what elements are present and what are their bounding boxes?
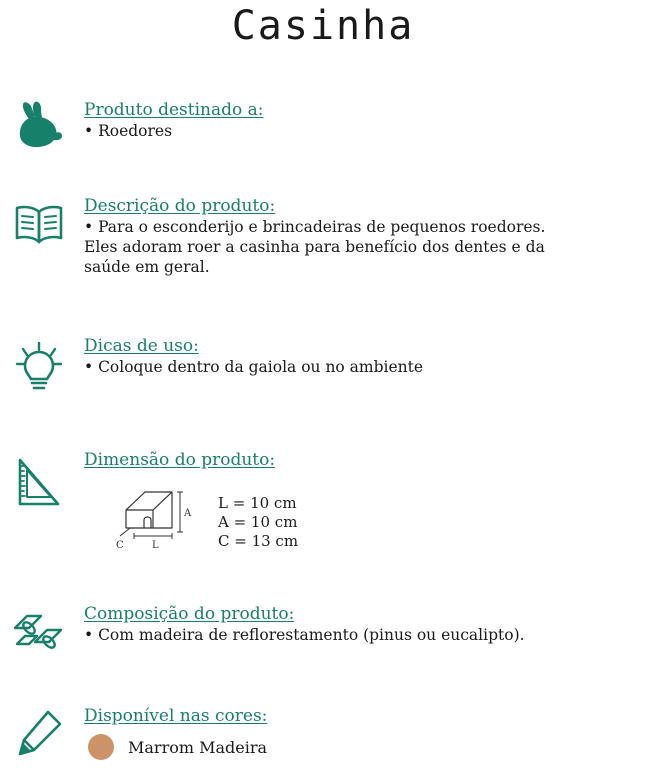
ruler-triangle-icon	[8, 456, 70, 510]
section-line: saúde em geral.	[84, 257, 210, 276]
measurement-line: A = 10 cm	[218, 512, 298, 531]
section-heading: Produto destinado a:	[84, 100, 264, 120]
lightbulb-icon	[8, 340, 70, 392]
dimensao-body	[84, 450, 640, 558]
section-line: • Com madeira de reflorestamento (pinus ou eucalipto).	[84, 626, 525, 644]
section-heading: Dimensão do produto:	[84, 450, 276, 470]
color-name: Marrom Madeira	[128, 737, 268, 757]
dimension-label-height: A	[184, 508, 192, 519]
dimension-measurements	[208, 480, 298, 550]
page-title: Casinha	[231, 3, 415, 49]
section-heading: Dicas de uso:	[84, 336, 199, 356]
dimension-label-width: L	[152, 540, 159, 551]
section-line: Eles adoram roer a casinha para benefício dos dentes e da	[84, 237, 545, 256]
color-option-row	[84, 728, 640, 760]
color-swatch-marrom-madeira	[88, 734, 114, 760]
cores-body	[84, 706, 640, 760]
section-line: • Para o esconderijo e brincadeiras de pequenos roedores.	[84, 218, 546, 236]
produto-destinado-body	[84, 100, 640, 142]
dimension-figure-block	[84, 472, 640, 558]
composicao-body	[84, 604, 640, 646]
open-book-icon	[8, 202, 70, 246]
section-heading: Descrição do produto:	[84, 196, 276, 216]
descricao-body	[84, 196, 640, 277]
wood-logs-icon	[8, 608, 70, 654]
house-dimension-diagram	[112, 480, 208, 558]
rabbit-icon	[8, 100, 70, 150]
section-line: • Coloque dentro da gaiola ou no ambiente	[84, 358, 424, 376]
dimension-label-depth: C	[116, 540, 124, 551]
pencil-icon	[8, 708, 70, 756]
measurement-line: L = 10 cm	[218, 494, 297, 512]
measurement-line: C = 13 cm	[218, 531, 299, 550]
section-line: • Roedores	[84, 122, 173, 140]
section-heading: Disponível nas cores:	[84, 706, 268, 726]
section-heading: Composição do produto:	[84, 604, 295, 624]
dicas-body	[84, 336, 640, 378]
